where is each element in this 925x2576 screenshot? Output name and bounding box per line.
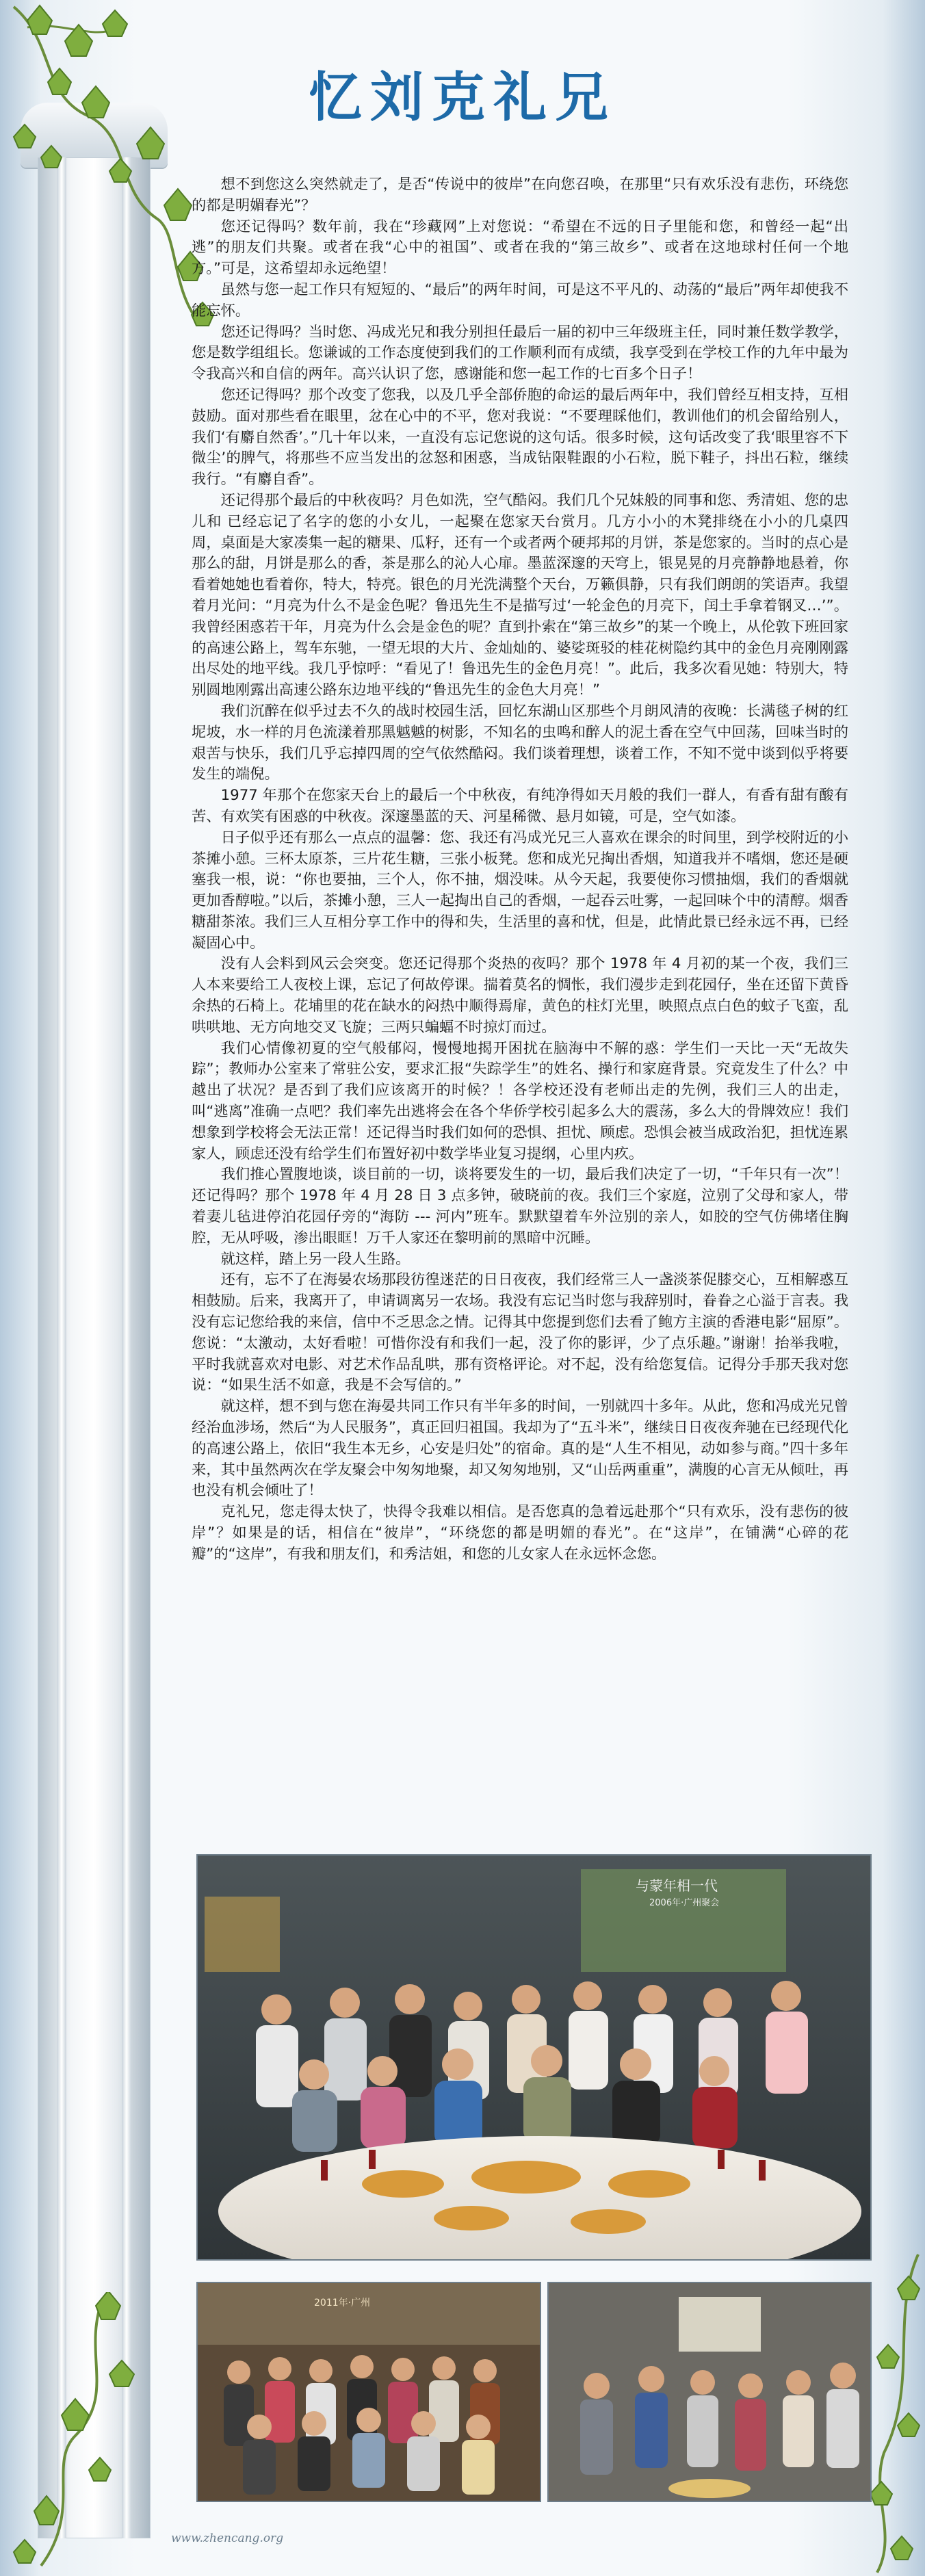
paragraph: 想不到您这么突然就走了，是否“传说中的彼岸”在向您召唤，在那里“只有欢乐没有悲伤，环绕您的都是明媚春光”？ <box>192 176 848 214</box>
paragraph: 您还记得吗？当时您、冯成光兄和我分别担任最后一届的初中三年级班主任，同时兼任数学教学，您是数学组组长。您谦诚的工作态度使到我们的工作顺利而有成绩，我享受到在学校工作的九年中最为令我高兴和自信的两年。高兴认识了您，感谢能和您一起工作的七百多个日子！ <box>192 323 848 383</box>
group-photo-large <box>196 1854 872 2261</box>
photo-banner-line1: 与蒙年相一代 <box>636 1877 718 1894</box>
ivy-vine-bottom-left <box>0 2292 192 2576</box>
group-photo-illustration <box>198 1856 870 2259</box>
paragraph: 1977 年那个在您家天台上的最后一个中秋夜，有纯净得如天月般的我们一群人，有香有甜有酸有苦、有欢笑有困惑的中秋夜。深邃墨蓝的天、河星稀微、悬月如镜，可是，空气如漆。 <box>192 787 848 825</box>
paragraph: 还记得那个最后的中秋夜吗？月色如洗，空气酷闷。我们几个兄妹般的同事和您、秀清姐、您的忠儿和 已经忘记了名字的您的小女儿，一起聚在您家天台赏月。几方小小的木凳排绕在小小的几桌四周，桌面是大家凑集一起的糖果、瓜籽，还有一个或者两个硬邦邦的月饼，茶是您家的。当时的点心是那么的甜，月饼是那么的香，茶是那么的沁人心扉。墨蓝深邃的天穹上，银晃晃的月亮静静地悬着，你看着她她也看着你，特大，特亮。银色的月光洗满整个天台，万籁俱静，只有我们朗朗的笑语声。我望着月光问：“月亮为什么不是金色呢？鲁迅先生不是描写过‘一轮金色的月亮下，闰土手拿着钢叉…’”。我曾经困惑若干年，月亮为什么会是金色的呢？直到扑索在“第三故乡”的某一个晚上，从伦敦下班回家的高速公路上，驾车东驰，一望无垠的大片、金灿灿的、婆娑斑驳的桂花树隐约其中的金色月亮刚刚露出尽处的地平线。我几乎惊呼：“看见了！鲁迅先生的金色月亮！”。此后，我多次看见她：特别大，特别圆地刚露出高速公路东边地平线的“鲁迅先生的金色大月亮！” <box>192 491 848 699</box>
paragraph: 没有人会料到风云会突变。您还记得那个炎热的夜吗？那个 1978 年 4 月初的某一个夜，我们三人本来要给工人夜校上课，忘记了何故停课。揣着莫名的惆怅，我们漫步走到花园仔，坐在还留下黄昏余热的石椅上。花埔里的花在缺水的闷热中顺得焉扉，黄色的柱灯光里，映照点点白色的蚊子飞蛮，乱哄哄地、无方向地交叉飞旋；三两只蝙蝠不时掠灯而过。 <box>192 955 848 1036</box>
page-title: 忆刘克礼兄 <box>308 67 616 129</box>
paragraph: 您还记得吗？那个改变了您我，以及几乎全部侨胞的命运的最后两年中，我们曾经互相支持，互相鼓励。面对那些看在眼里，忿在心中的不平，您对我说：“不要理睬他们，教训他们的机会留给别人，我们‘有麝自然香’。”几十年以来，一直没有忘记您说的这句话。很多时候，这句话改变了我‘眼里容不下微尘’的脾气，将那些不应当发出的忿怒和困惑，当成钻限鞋跟的小石粒，脱下鞋子，抖出石粒，继续我行。“有麝自香”。 <box>192 386 848 489</box>
paragraph: 就这样，想不到与您在海晏共同工作只有半年多的时间，一别就四十多年。从此，您和冯成光兄曾经治血涉场，然后“为人民服务”，真正回归祖国。我却为了“五斗米”，继续日日夜夜奔驰在已经现代化的高速公路上，依旧“我生本无乡，心安是归处”的宿命。真的是“人生不相见，动如参与商。”四十多年来，其中虽然两次在学友聚会中匆匆地聚，却又匆匆地别，又“山岳两重重”，满腹的心言无从倾吐，再也没有机会倾吐了！ <box>192 1398 848 1500</box>
paragraph: 克礼兄，您走得太快了，快得令我难以相信。是否您真的急着远赴那个“只有欢乐，没有悲伤的彼岸”？如果是的话，相信在“彼岸”，“环绕您的都是明媚的春光”。在“这岸”，在铺满“心碎的花瓣”的“这岸”，有我和朋友们，和秀洁姐，和您的儿女家人在永远怀念您。 <box>192 1503 848 1563</box>
paragraph: 就这样，踏上另一段人生路。 <box>220 1250 411 1268</box>
paragraph: 我们心情像初夏的空气般郁闷，慢慢地揭开困扰在脑海中不解的惑：学生们一天比一天“无故失踪”；教师办公室来了常驻公安，要求汇报“失踪学生”的姓名、操行和家庭背景。究竟发生了什么？中越出了状况？是否到了我们应该离开的时候？！各学校还没有老师出走的先例，我们三人的出走，叫“逃离”准确一点吧？我们率先出逃将会在各个华侨学校引起多么大的震荡，多么大的骨牌效应！我们想象到学校将会无法正常！还记得当时我们如何的恐惧、担忧、顾虑。恐惧会被当成政治犯，担忧连累家人，顾虑还没有给学生们布置好初中数学毕业复习提纲，心里内疚。 <box>192 1039 848 1162</box>
paragraph: 日子似乎还有那么一点点的温馨：您、我还有冯成光兄三人喜欢在课余的时间里，到学校附近的小茶摊小憩。三杯太原茶，三片花生糖，三张小板凳。您和成光兄掏出香烟，知道我并不嗜烟，您还是硬塞我一根，说：“你也要抽，三个人，你不抽，烟没味。从今天起，我要使你习惯抽烟，我们的香烟就更加香醇啦。”以后，茶摊小憩，三人一起掏出自己的香烟，一起吞云吐雾，一起回味个中的清醇。烟香糖甜茶浓。我们三人互相分享工作中的得和失，生活里的喜和忧，但是，此情此景已经永远不再，已经凝固心中。 <box>192 829 848 952</box>
photo-banner-line2: 2006年·广州聚会 <box>649 1898 720 1908</box>
paragraph: 虽然与您一起工作只有短短的、“最后”的两年时间，可是这不平凡的、动荡的“最后”两年却使我不能忘怀。 <box>192 281 848 320</box>
photo-small-caption: 2011年·广州 <box>314 2298 371 2308</box>
paragraph: 我们沉醉在似乎过去不久的战时校园生活，回忆东湖山区那些个月朗风清的夜晚：长满毯子树的红坭坡，水一样的月色流漾着那黑魆魆的树影，不知名的虫鸣和醉人的泥土香在空气中回荡，回味当时的艰苦与快乐，我们几乎忘掉四周的空气依然酷闷。我们谈着理想，谈着工作，不知不觉中谈到似乎将要发生的端倪。 <box>192 702 848 783</box>
group-photo-small-left <box>196 2282 541 2502</box>
group-photo-small-right <box>547 2282 872 2502</box>
paragraph: 您还记得吗？数年前，我在“珍藏网”上对您说：“希望在不远的日子里能和您，和曾经一起“出逃”的朋友们共聚。或者在我“心中的祖国”、或者在我的“第三故乡”、或者在这地球村任何一个地方。”可是，这希望却永远绝望！ <box>192 218 848 278</box>
group-photo-illustration <box>549 2283 870 2501</box>
group-photo-illustration <box>198 2283 540 2501</box>
article-body <box>192 174 848 1565</box>
footer-url: www.zhencang.org <box>171 2532 284 2545</box>
paragraph: 我们推心置腹地谈，谈目前的一切，谈将要发生的一切，最后我们决定了一切，“千年只有一次”！还记得吗？那个 1978 年 4 月 28 日 3 点多钟，破晓前的夜。我们三个家庭，泣别了父母和家人，带着妻儿毡进停泊花园仔旁的“海防 --- 河内”班车。默默望着车外泣别的亲人，如胶的空气仿佛堵住胸腔，无从呼吸，渗出眼眶！万千人家还在黎明前的黑暗中沉睡。 <box>192 1166 848 1247</box>
decorative-column <box>38 157 151 2538</box>
paragraph: 还有，忘不了在海晏农场那段彷徨迷茫的日日夜夜，我们经常三人一盏淡茶促膝交心，互相解惑互相鼓励。后来，我离开了，申请调离另一农场。我没有忘记当时您与我辞别时，眷眷之心溢于言表。我没有忘记您给我的来信，信中不乏思念之情。记得其中您提到您们去看了鲍方主演的香港电影“屈原”。您说：“太激动，太好看啦！可惜你没有和我们一起，没了你的影评，少了点乐趣。”谢谢！抬举我啦，平时我就喜欢对电影、对艺术作品乱哄，那有资格评论。对不起，没有给您复信。记得分手那天我对您说：“如果生活不如意，我是不会写信的。” <box>192 1271 848 1394</box>
